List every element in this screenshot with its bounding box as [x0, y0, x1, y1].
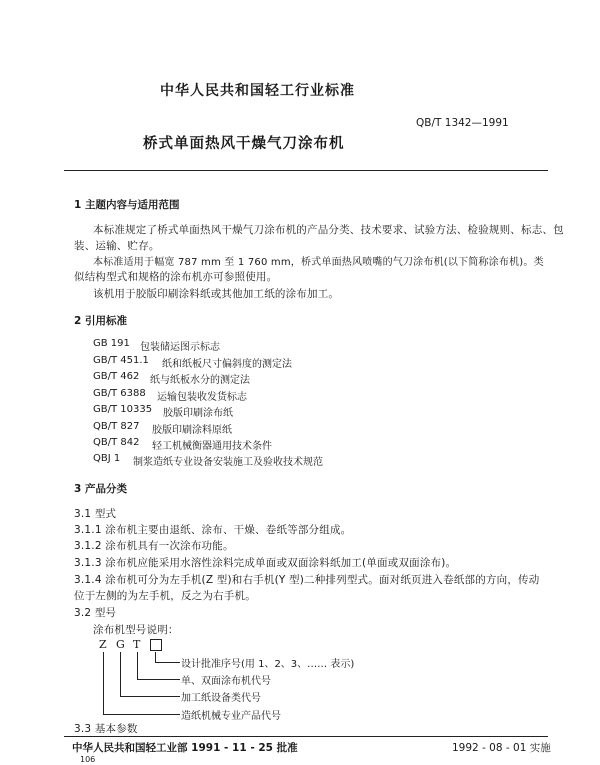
clause-3-3: 3.3 基本参数: [74, 723, 138, 735]
clause-3-1-2: 3.1.2 涂布机具有一次涂布功能。: [74, 540, 234, 552]
section-1-para-1-line-2: 装、运输、贮存。: [74, 240, 160, 252]
model-legend-item: 单、双面涂布机代号: [181, 676, 271, 687]
reference-title: 轻工机械衡器通用技术条件: [152, 441, 272, 452]
page-number: 106: [80, 755, 96, 764]
reference-code: QBJ 1: [93, 453, 121, 464]
clause-3-1-4-line-1: 3.1.4 涂布机可分为左手机(Z 型)和右手机(Y 型)二种排列型式。面对纸页进入卷纸部的方向，传动: [74, 574, 540, 586]
reference-title: 胶版印刷涂料原纸: [152, 425, 232, 436]
model-letter: G: [116, 638, 125, 651]
section-1-para-2-line-1: 本标准适用于幅宽 787 mm 至 1 760 mm，桥式单面热风喷嘴的气刀涂布机(以下简称涂布机)。类: [93, 257, 544, 268]
header-rule: [64, 170, 548, 171]
reference-code: GB/T 10335: [93, 404, 153, 415]
section-1-para-2-line-2: 似结构型式和规格的涂布机亦可参照使用。: [74, 271, 278, 283]
clause-3-1-1: 3.1.1 涂布机主要由退纸、涂布、干燥、卷纸等部分组成。: [74, 524, 352, 536]
reference-code: QB/T 827: [93, 421, 140, 432]
model-legend-item: 设计批准序号(用 1、2、3、…… 表示): [181, 659, 355, 670]
model-letter: T: [133, 638, 141, 651]
section-3-heading: 3 产品分类: [74, 483, 127, 495]
reference-code: GB/T 451.1: [93, 355, 149, 366]
document-title: 桥式单面热风干燥气刀涂布机: [143, 136, 345, 152]
effective-date: 1992 - 08 - 01 实施: [452, 742, 551, 754]
reference-code: GB 191: [93, 338, 130, 349]
org-title: 中华人民共和国轻工行业标准: [160, 83, 355, 99]
model-intro: 涂布机型号说明：: [93, 624, 179, 636]
reference-title: 纸与纸板水分的测定法: [150, 375, 250, 386]
reference-title: 制浆造纸专业设备安装施工及验收技术规范: [133, 457, 323, 468]
section-1-para-1-line-1: 本标准规定了桥式单面热风干燥气刀涂布机的产品分类、技术要求、试验方法、检验规则、标志、包: [93, 224, 564, 236]
model-number-box: [150, 639, 162, 651]
model-legend-item: 加工纸设备类代号: [181, 693, 261, 704]
section-1-para-3: 该机用于胶版印刷涂料纸或其他加工纸的涂布加工。: [93, 288, 340, 300]
reference-title: 包装储运图示标志: [140, 342, 220, 353]
section-1-heading: 1 主题内容与适用范围: [74, 199, 180, 211]
section-2-heading: 2 引用标准: [74, 315, 127, 327]
reference-code: GB/T 6388: [93, 388, 146, 399]
reference-code: QB/T 842: [93, 437, 140, 448]
clause-3-1-3: 3.1.3 涂布机应能采用水溶性涂料完成单面或双面涂料纸加工(单面或双面涂布)。: [74, 557, 457, 569]
standard-number: QB/T 1342—1991: [416, 117, 509, 129]
reference-title: 胶版印刷涂布纸: [163, 408, 233, 419]
reference-title: 纸和纸板尺寸偏斜度的测定法: [162, 359, 292, 370]
model-legend-item: 造纸机械专业产品代号: [181, 711, 281, 722]
clause-3-2: 3.2 型号: [74, 607, 117, 619]
approval-statement: 中华人民共和国轻工业部 1991 - 11 - 25 批准: [72, 742, 298, 754]
footer-rule: [64, 736, 548, 737]
reference-code: GB/T 462: [93, 371, 140, 382]
model-letter: Z: [99, 638, 107, 651]
clause-3-1: 3.1 型式: [74, 508, 117, 520]
clause-3-1-4-line-2: 位于左侧的为左手机，反之为右手机。: [74, 590, 256, 602]
connector-line: [103, 652, 180, 715]
reference-title: 运输包装收发货标志: [157, 392, 247, 403]
